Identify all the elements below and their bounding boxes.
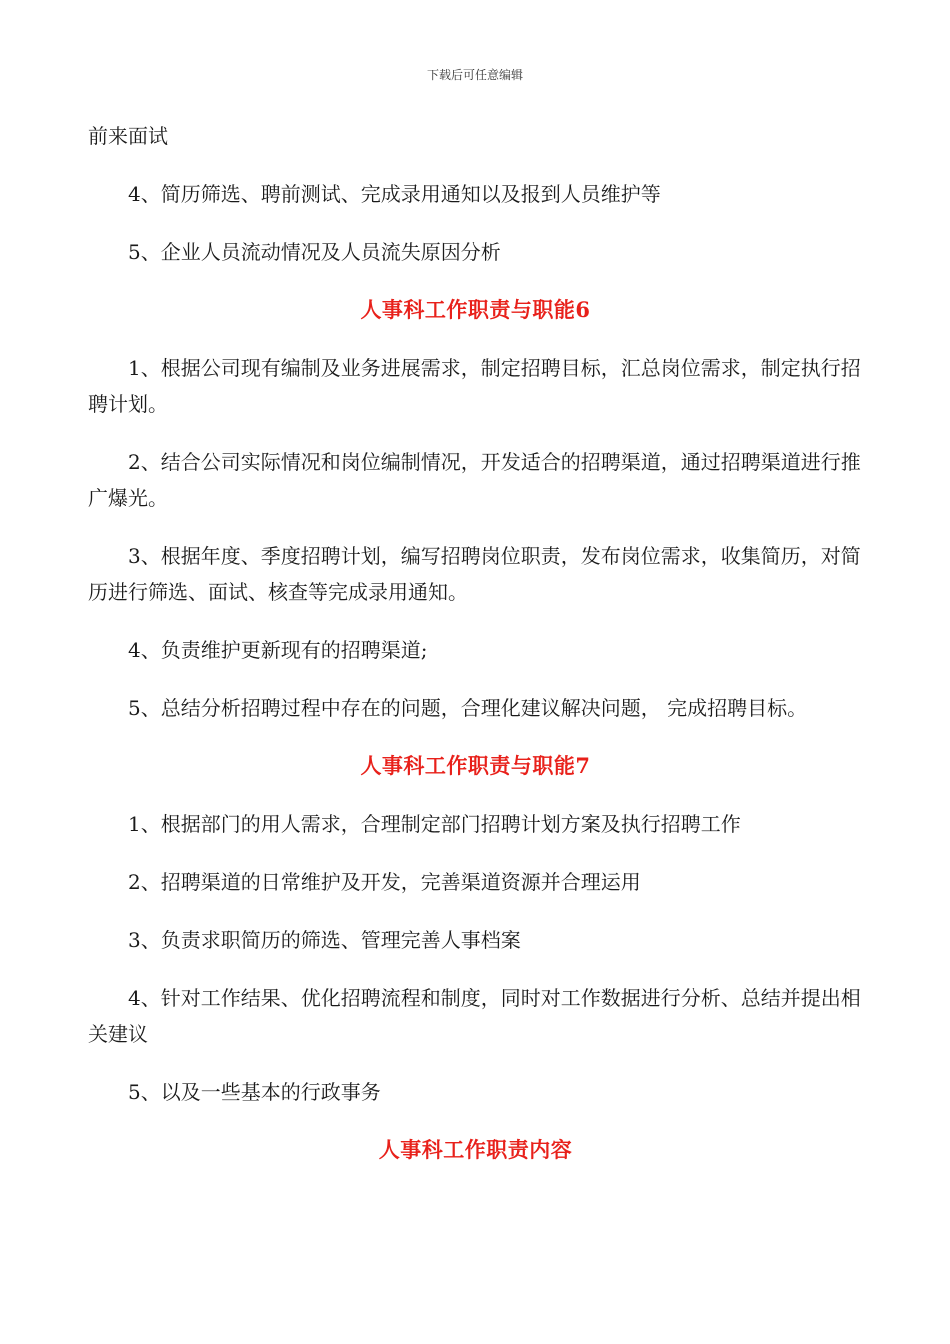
paragraph: 3、根据年度、季度招聘计划，编写招聘岗位职责，发布岗位需求，收集简历，对简历进行筛选、面试、核查等完成录用通知。 (88, 544, 861, 604)
section-heading: 人事科工作职责内容 (378, 1137, 573, 1162)
paragraph: 1、根据部门的用人需求，合理制定部门招聘计划方案及执行招聘工作 (128, 812, 741, 836)
paragraph: 2、招聘渠道的日常维护及开发，完善渠道资源并合理运用 (128, 870, 641, 894)
paragraph: 4、简历筛选、聘前测试、完成录用通知以及报到人员维护等 (128, 182, 661, 206)
header-note: 下载后可任意编辑 (426, 68, 523, 82)
paragraph: 5、企业人员流动情况及人员流失原因分析 (128, 240, 501, 264)
paragraph: 4、负责维护更新现有的招聘渠道; (128, 638, 428, 662)
paragraph: 5、以及一些基本的行政事务 (128, 1080, 381, 1104)
paragraph: 4、针对工作结果、优化招聘流程和制度，同时对工作数据进行分析、总结并提出相关建议 (88, 986, 861, 1046)
paragraph: 3、负责求职简历的筛选、管理完善人事档案 (128, 928, 521, 952)
paragraph: 前来面试 (88, 124, 168, 148)
section-heading: 人事科工作职责与职能7 (360, 753, 591, 778)
section-heading: 人事科工作职责与职能6 (360, 297, 591, 322)
paragraph: 1、根据公司现有编制及业务进展需求，制定招聘目标，汇总岗位需求，制定执行招聘计划。 (88, 356, 861, 416)
document-body (88, 118, 863, 1190)
paragraph: 2、结合公司实际情况和岗位编制情况，开发适合的招聘渠道，通过招聘渠道进行推广爆光。 (88, 450, 861, 510)
paragraph: 5、总结分析招聘过程中存在的问题，合理化建议解决问题， 完成招聘目标。 (128, 696, 808, 720)
